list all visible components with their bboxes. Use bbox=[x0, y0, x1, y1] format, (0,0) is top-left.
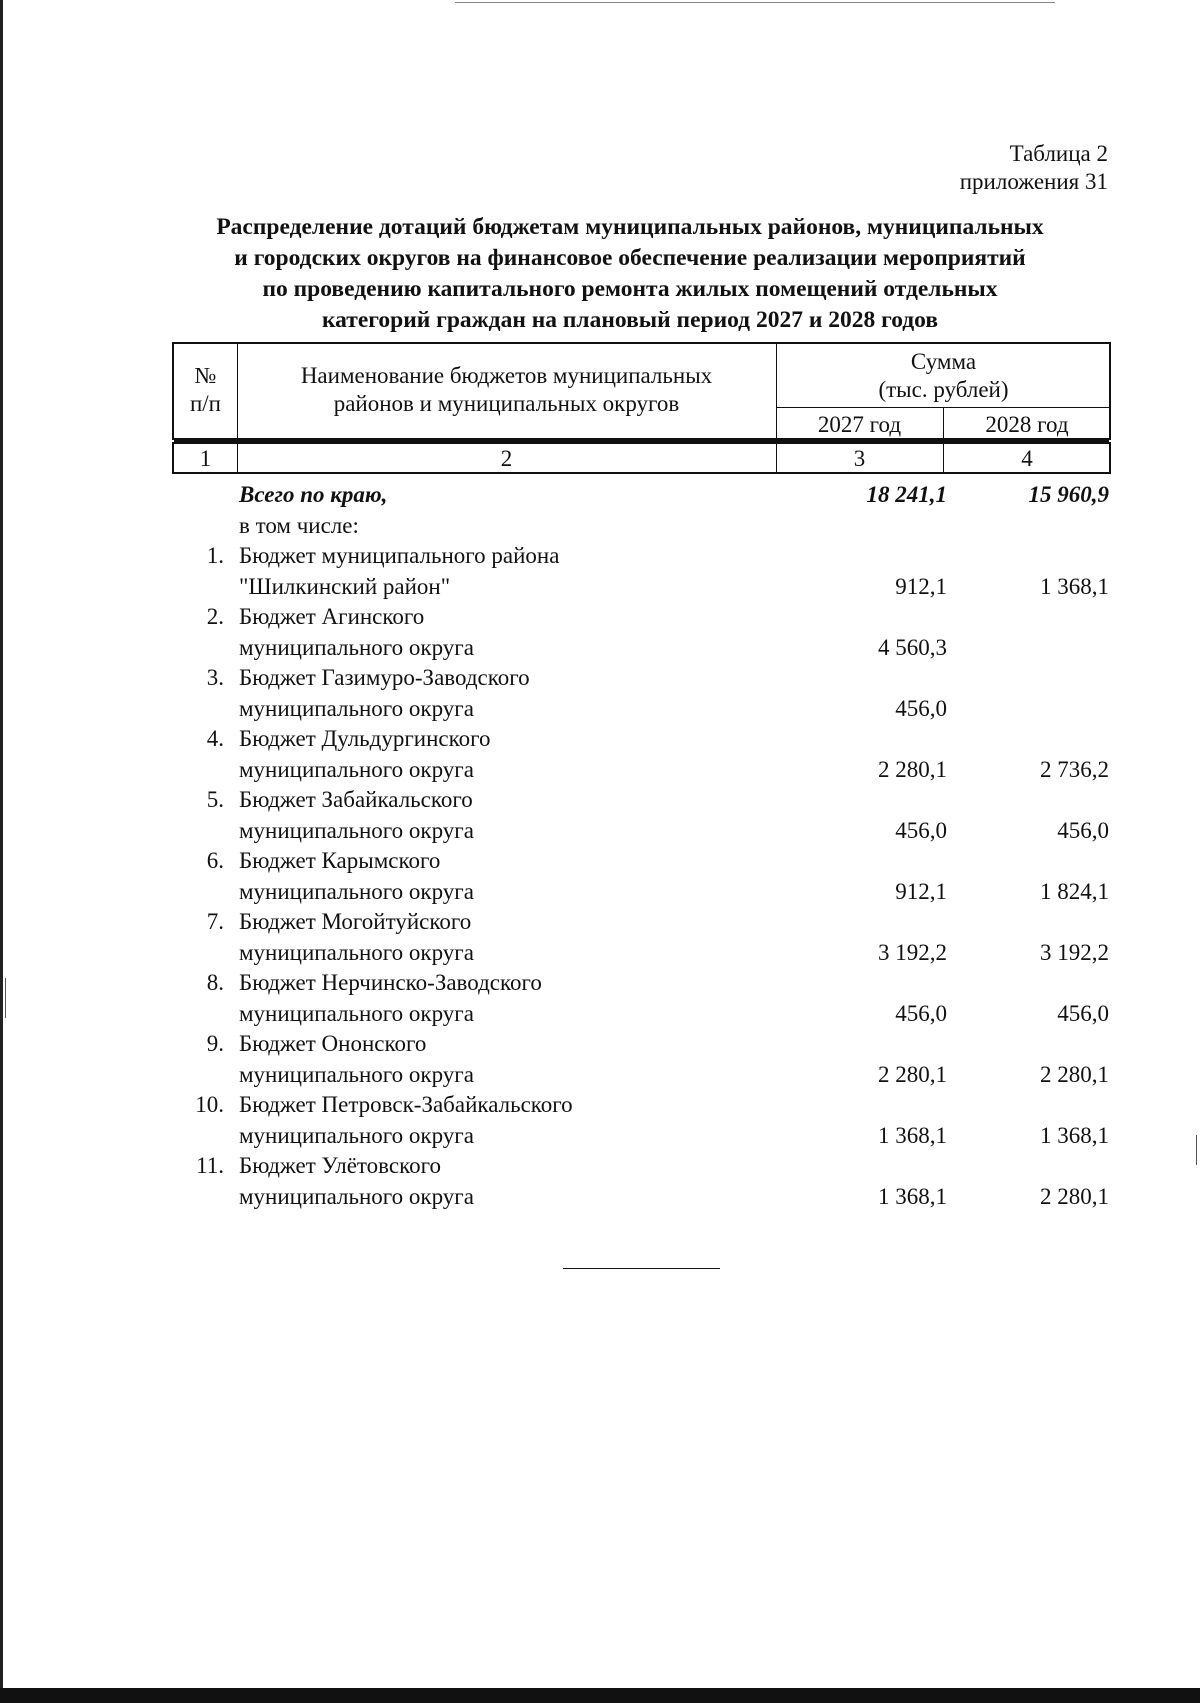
caption-appendix: приложения 31 bbox=[959, 169, 1108, 194]
column-number: 4 bbox=[1021, 446, 1033, 471]
including-row bbox=[172, 511, 1111, 542]
header-year-2027: 2027 год bbox=[817, 412, 902, 437]
value-2027: 4 560,3 bbox=[878, 634, 947, 660]
including-label: в том числе: bbox=[239, 512, 359, 538]
table-row bbox=[172, 785, 1111, 846]
row-number: 2. bbox=[206, 604, 224, 629]
column-number: 3 bbox=[853, 446, 866, 471]
value-2027: 912,1 bbox=[895, 573, 947, 599]
column-number: 2 bbox=[500, 446, 513, 471]
row-number: 4. bbox=[206, 726, 224, 751]
value-2027: 1 368,1 bbox=[878, 1122, 947, 1148]
title-line: категорий граждан на плановый период 2027 и 2028 годов bbox=[321, 307, 939, 333]
table-row bbox=[172, 602, 1111, 663]
value-2028: 2 736,2 bbox=[1040, 756, 1109, 782]
budget-name: Бюджет Нерчинско-Заводского муниципального округа bbox=[239, 970, 542, 1026]
budget-name: Бюджет Ононского муниципального округа bbox=[239, 1031, 474, 1087]
scan-border-left bbox=[0, 0, 3, 1703]
total-2027: 18 241,1 bbox=[866, 482, 947, 507]
budget-name: Бюджет Газимуро-Заводского муниципального округа bbox=[239, 665, 530, 721]
table-row bbox=[172, 1029, 1111, 1090]
row-number: 1. bbox=[206, 543, 224, 568]
value-2027: 456,0 bbox=[895, 1000, 947, 1026]
table-row bbox=[172, 1151, 1111, 1212]
budget-name: Бюджет Улётовского муниципального округа bbox=[239, 1153, 474, 1209]
value-2027: 2 280,1 bbox=[878, 756, 947, 782]
value-2027: 456,0 bbox=[895, 695, 947, 721]
value-2028: 1 824,1 bbox=[1040, 878, 1109, 904]
table-caption bbox=[960, 140, 1108, 196]
budget-name: Бюджет Карымского муниципального округа bbox=[239, 848, 474, 904]
value-2028: 1 368,1 bbox=[1040, 573, 1109, 599]
header-sum: Сумма (тыс. рублей) bbox=[878, 349, 1009, 402]
document-title bbox=[150, 212, 1110, 336]
value-2027: 912,1 bbox=[895, 878, 947, 904]
header-budget-name: Наименование бюджетов муниципальных районов и муниципальных округов bbox=[300, 363, 713, 416]
value-2028: 456,0 bbox=[1057, 817, 1109, 843]
end-separator bbox=[563, 1268, 720, 1269]
table-row bbox=[172, 663, 1111, 724]
column-numbers-row bbox=[172, 442, 1111, 474]
budget-name: Бюджет Агинского муниципального округа bbox=[239, 604, 474, 660]
caption-table-number: Таблица 2 bbox=[1009, 141, 1108, 166]
table-row bbox=[172, 1090, 1111, 1151]
total-row bbox=[172, 480, 1111, 511]
row-number: 5. bbox=[206, 787, 224, 812]
value-2027: 456,0 bbox=[895, 817, 947, 843]
table-row bbox=[172, 907, 1111, 968]
row-number: 7. bbox=[206, 909, 224, 934]
table-row bbox=[172, 541, 1111, 602]
scan-mark-left bbox=[5, 978, 6, 1018]
header-number: № п/п bbox=[189, 363, 221, 416]
column-number: 1 bbox=[199, 446, 212, 471]
scan-mark-right bbox=[1196, 1135, 1197, 1165]
row-number: 6. bbox=[206, 848, 224, 873]
title-line: и городских округов на финансовое обеспечение реализации мероприятий bbox=[234, 245, 1026, 271]
value-2028: 3 192,2 bbox=[1040, 939, 1109, 965]
value-2028: 2 280,1 bbox=[1040, 1061, 1109, 1087]
value-2028: 1 368,1 bbox=[1040, 1122, 1109, 1148]
scan-border-bottom bbox=[0, 1688, 1200, 1703]
budget-name: Бюджет Забайкальского муниципального округа bbox=[239, 787, 474, 843]
row-number: 9. bbox=[206, 1031, 224, 1056]
row-number: 8. bbox=[206, 970, 224, 995]
budget-name: Бюджет Могойтуйского муниципального округа bbox=[239, 909, 474, 965]
row-number: 10. bbox=[195, 1092, 224, 1117]
budget-name: Бюджет муниципального района "Шилкинский район" bbox=[239, 543, 560, 599]
value-2027: 3 192,2 bbox=[878, 939, 947, 965]
table-body bbox=[172, 480, 1111, 1212]
budget-name: Бюджет Петровск-Забайкальского муниципального округа bbox=[239, 1092, 573, 1148]
value-2027: 2 280,1 bbox=[878, 1061, 947, 1087]
budget-name: Бюджет Дульдургинского муниципального округа bbox=[239, 726, 491, 782]
value-2028: 2 280,1 bbox=[1040, 1183, 1109, 1209]
table-header bbox=[172, 342, 1111, 440]
total-label: Всего по краю, bbox=[239, 482, 388, 507]
total-2028: 15 960,9 bbox=[1028, 482, 1109, 507]
table-row bbox=[172, 846, 1111, 907]
scan-mark-top bbox=[455, 2, 1055, 3]
value-2027: 1 368,1 bbox=[878, 1183, 947, 1209]
value-2028: 456,0 bbox=[1057, 1000, 1109, 1026]
title-line: Распределение дотаций бюджетам муниципальных районов, муниципальных bbox=[216, 214, 1044, 240]
row-number: 3. bbox=[206, 665, 224, 690]
header-year-2028: 2028 год bbox=[985, 412, 1069, 437]
row-number: 11. bbox=[196, 1153, 224, 1178]
table-row bbox=[172, 968, 1111, 1029]
table-row bbox=[172, 724, 1111, 785]
title-line: по проведению капитального ремонта жилых помещений отдельных bbox=[262, 276, 998, 302]
